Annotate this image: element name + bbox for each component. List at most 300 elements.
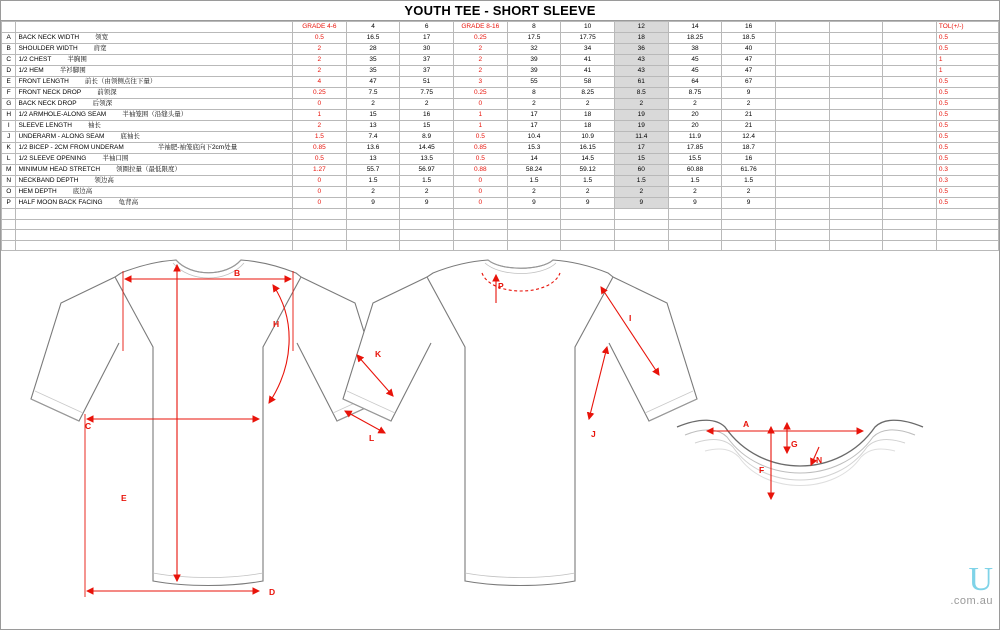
row-blank-1 bbox=[775, 66, 829, 77]
row-description bbox=[16, 55, 293, 66]
row-grade-4-6: 1 bbox=[293, 110, 347, 121]
row-size-14: 45 bbox=[668, 55, 722, 66]
row-blank-3 bbox=[883, 99, 937, 110]
row-size-12: 2 bbox=[614, 99, 668, 110]
row-grade-4-6: 2 bbox=[293, 66, 347, 77]
row-grade-8-16: 3 bbox=[454, 77, 508, 88]
row-size-6: 17 bbox=[400, 33, 454, 44]
row-size-10: 18 bbox=[561, 121, 615, 132]
row-code: H bbox=[2, 110, 16, 121]
table-row bbox=[2, 121, 999, 132]
row-size-8: 39 bbox=[507, 55, 561, 66]
row-blank-1 bbox=[775, 33, 829, 44]
row-description bbox=[16, 44, 293, 55]
empty-cell bbox=[883, 240, 937, 251]
row-description-en: 1/2 HEM bbox=[18, 67, 44, 74]
row-blank-2 bbox=[829, 121, 883, 132]
empty-cell bbox=[293, 240, 347, 251]
empty-cell bbox=[936, 219, 998, 230]
empty-cell bbox=[722, 209, 776, 220]
row-code: E bbox=[2, 77, 16, 88]
empty-cell bbox=[400, 209, 454, 220]
row-grade-4-6: 1.27 bbox=[293, 165, 347, 176]
row-size-8: 55 bbox=[507, 77, 561, 88]
row-size-16: 18.5 bbox=[722, 33, 776, 44]
row-size-8: 17.5 bbox=[507, 33, 561, 44]
row-blank-2 bbox=[829, 143, 883, 154]
row-tolerance: 1 bbox=[936, 66, 998, 77]
row-description-cn: 底边高 bbox=[72, 188, 93, 195]
row-size-10: 58 bbox=[561, 77, 615, 88]
row-size-8: 8 bbox=[507, 88, 561, 99]
empty-cell bbox=[293, 219, 347, 230]
row-size-14: 17.85 bbox=[668, 143, 722, 154]
row-size-4: 1.5 bbox=[346, 176, 400, 187]
row-description bbox=[16, 198, 293, 209]
row-size-4: 28 bbox=[346, 44, 400, 55]
row-description-en: UNDERARM - ALONG SEAM bbox=[18, 133, 105, 140]
neck-detail-drawing bbox=[677, 421, 923, 486]
row-size-4: 55.7 bbox=[346, 165, 400, 176]
empty-cell bbox=[346, 219, 400, 230]
row-description-cn: 半袖肥-袖笼底向下2cm处量 bbox=[157, 144, 238, 151]
label-A: A bbox=[743, 419, 750, 430]
row-grade-8-16: 1 bbox=[454, 110, 508, 121]
row-size-4: 2 bbox=[346, 99, 400, 110]
table-body bbox=[2, 22, 999, 251]
row-description-en: FRONT LENGTH bbox=[18, 78, 69, 85]
row-blank-1 bbox=[775, 187, 829, 198]
row-size-6: 13.5 bbox=[400, 154, 454, 165]
table-row bbox=[2, 88, 999, 99]
row-tolerance: 0.3 bbox=[936, 176, 998, 187]
row-description bbox=[16, 165, 293, 176]
row-size-12: 8.5 bbox=[614, 88, 668, 99]
row-size-10: 14.5 bbox=[561, 154, 615, 165]
empty-cell bbox=[16, 240, 293, 251]
row-grade-8-16: 1 bbox=[454, 121, 508, 132]
row-code: L bbox=[2, 154, 16, 165]
row-description bbox=[16, 77, 293, 88]
row-size-10: 59.12 bbox=[561, 165, 615, 176]
row-description-cn: 龟背高 bbox=[118, 199, 139, 206]
empty-cell bbox=[2, 219, 16, 230]
row-blank-1 bbox=[775, 99, 829, 110]
row-blank-3 bbox=[883, 55, 937, 66]
row-code: K bbox=[2, 143, 16, 154]
row-tolerance: 0.5 bbox=[936, 198, 998, 209]
empty-cell bbox=[16, 219, 293, 230]
row-size-8: 10.4 bbox=[507, 132, 561, 143]
page-title: YOUTH TEE - SHORT SLEEVE bbox=[404, 3, 596, 18]
row-size-8: 15.3 bbox=[507, 143, 561, 154]
empty-cell bbox=[400, 219, 454, 230]
row-size-16: 40 bbox=[722, 44, 776, 55]
row-blank-2 bbox=[829, 187, 883, 198]
empty-cell bbox=[722, 230, 776, 241]
row-size-8: 39 bbox=[507, 66, 561, 77]
row-blank-2 bbox=[829, 33, 883, 44]
row-description-cn: 半胸围 bbox=[67, 56, 87, 63]
row-grade-4-6: 0 bbox=[293, 176, 347, 187]
row-size-16: 9 bbox=[722, 198, 776, 209]
row-size-6: 56.97 bbox=[400, 165, 454, 176]
row-code: M bbox=[2, 165, 16, 176]
row-blank-3 bbox=[883, 198, 937, 209]
label-L: L bbox=[369, 433, 375, 444]
row-size-4: 35 bbox=[346, 55, 400, 66]
table-row bbox=[2, 99, 999, 110]
row-tolerance: 0.5 bbox=[936, 33, 998, 44]
row-blank-1 bbox=[775, 154, 829, 165]
row-size-10: 2 bbox=[561, 99, 615, 110]
row-size-14: 8.75 bbox=[668, 88, 722, 99]
row-size-12: 1.5 bbox=[614, 176, 668, 187]
row-code: N bbox=[2, 176, 16, 187]
row-code: F bbox=[2, 88, 16, 99]
row-description-en: HALF MOON BACK FACING bbox=[18, 199, 103, 206]
row-size-8: 2 bbox=[507, 99, 561, 110]
row-code: I bbox=[2, 121, 16, 132]
row-description-en: SHOULDER WIDTH bbox=[18, 45, 78, 52]
header-size-4: 4 bbox=[346, 22, 400, 33]
row-size-14: 64 bbox=[668, 77, 722, 88]
empty-cell bbox=[293, 230, 347, 241]
row-size-8: 9 bbox=[507, 198, 561, 209]
technical-illustration bbox=[1, 251, 999, 609]
row-grade-8-16: 0.5 bbox=[454, 132, 508, 143]
row-size-8: 2 bbox=[507, 187, 561, 198]
row-size-12: 17 bbox=[614, 143, 668, 154]
header-size-10: 10 bbox=[561, 22, 615, 33]
row-grade-4-6: 4 bbox=[293, 77, 347, 88]
row-blank-3 bbox=[883, 154, 937, 165]
row-size-14: 11.9 bbox=[668, 132, 722, 143]
row-size-4: 13 bbox=[346, 121, 400, 132]
row-size-4: 9 bbox=[346, 198, 400, 209]
row-size-16: 12.4 bbox=[722, 132, 776, 143]
row-grade-4-6: 2 bbox=[293, 44, 347, 55]
row-size-16: 61.76 bbox=[722, 165, 776, 176]
row-description-cn: 领边高 bbox=[94, 177, 114, 184]
empty-cell bbox=[16, 230, 293, 241]
row-size-16: 9 bbox=[722, 88, 776, 99]
row-size-4: 13.6 bbox=[346, 143, 400, 154]
row-grade-4-6: 2 bbox=[293, 55, 347, 66]
row-blank-1 bbox=[775, 110, 829, 121]
row-description-en: HEM DEPTH bbox=[18, 188, 57, 195]
row-size-12: 2 bbox=[614, 187, 668, 198]
row-description bbox=[16, 176, 293, 187]
row-blank-2 bbox=[829, 55, 883, 66]
row-blank-3 bbox=[883, 44, 937, 55]
row-description-cn: 袖长 bbox=[87, 122, 101, 129]
empty-cell bbox=[400, 230, 454, 241]
row-size-6: 2 bbox=[400, 99, 454, 110]
table-row bbox=[2, 154, 999, 165]
label-E: E bbox=[121, 493, 127, 504]
row-size-6: 8.9 bbox=[400, 132, 454, 143]
empty-cell bbox=[883, 219, 937, 230]
row-size-8: 32 bbox=[507, 44, 561, 55]
row-blank-2 bbox=[829, 77, 883, 88]
header-size-6: 6 bbox=[400, 22, 454, 33]
row-tolerance: 0.5 bbox=[936, 99, 998, 110]
label-J: J bbox=[591, 429, 596, 440]
row-blank-2 bbox=[829, 88, 883, 99]
row-grade-8-16: 2 bbox=[454, 55, 508, 66]
empty-cell bbox=[2, 209, 16, 220]
row-size-4: 13 bbox=[346, 154, 400, 165]
header-blank-3 bbox=[883, 22, 937, 33]
empty-cell bbox=[829, 240, 883, 251]
row-description-cn: 领宽 bbox=[95, 34, 109, 41]
empty-cell bbox=[454, 240, 508, 251]
label-I: I bbox=[629, 313, 632, 324]
row-description bbox=[16, 187, 293, 198]
empty-cell bbox=[722, 240, 776, 251]
header-desc bbox=[16, 22, 293, 33]
empty-cell bbox=[936, 230, 998, 241]
empty-cell bbox=[346, 209, 400, 220]
empty-cell bbox=[829, 230, 883, 241]
table-row bbox=[2, 132, 999, 143]
label-D: D bbox=[269, 587, 276, 598]
label-P: P bbox=[498, 281, 504, 292]
row-blank-2 bbox=[829, 154, 883, 165]
row-description bbox=[16, 99, 293, 110]
row-blank-3 bbox=[883, 77, 937, 88]
row-size-16: 47 bbox=[722, 66, 776, 77]
table-row bbox=[2, 143, 999, 154]
empty-cell bbox=[668, 209, 722, 220]
row-tolerance: 0.5 bbox=[936, 88, 998, 99]
row-grade-4-6: 0 bbox=[293, 99, 347, 110]
row-blank-1 bbox=[775, 121, 829, 132]
row-size-4: 47 bbox=[346, 77, 400, 88]
row-description-en: FRONT NECK DROP bbox=[18, 89, 82, 96]
row-tolerance: 0.5 bbox=[936, 44, 998, 55]
empty-cell bbox=[775, 240, 829, 251]
header-grade-8-16: GRADE 8-16 bbox=[454, 22, 508, 33]
row-size-14: 2 bbox=[668, 187, 722, 198]
row-size-6: 14.45 bbox=[400, 143, 454, 154]
row-size-14: 20 bbox=[668, 121, 722, 132]
row-description bbox=[16, 143, 293, 154]
row-description-cn: 底袖长 bbox=[120, 133, 140, 140]
empty-cell bbox=[722, 219, 776, 230]
logo-mark: U bbox=[968, 561, 993, 599]
row-size-12: 43 bbox=[614, 55, 668, 66]
row-size-10: 2 bbox=[561, 187, 615, 198]
row-size-16: 67 bbox=[722, 77, 776, 88]
empty-cell bbox=[936, 240, 998, 251]
empty-cell bbox=[775, 209, 829, 220]
empty-cell bbox=[346, 240, 400, 251]
empty-cell bbox=[454, 209, 508, 220]
row-size-6: 7.75 bbox=[400, 88, 454, 99]
row-grade-8-16: 0.88 bbox=[454, 165, 508, 176]
table-row-empty bbox=[2, 209, 999, 220]
empty-cell bbox=[561, 209, 615, 220]
row-grade-8-16: 0 bbox=[454, 198, 508, 209]
row-grade-8-16: 0 bbox=[454, 176, 508, 187]
row-size-14: 38 bbox=[668, 44, 722, 55]
row-grade-4-6: 2 bbox=[293, 121, 347, 132]
row-blank-2 bbox=[829, 132, 883, 143]
row-size-6: 30 bbox=[400, 44, 454, 55]
header-grade-4-6: GRADE 4-6 bbox=[293, 22, 347, 33]
row-grade-8-16: 0.25 bbox=[454, 88, 508, 99]
row-grade-8-16: 0 bbox=[454, 187, 508, 198]
empty-cell bbox=[829, 209, 883, 220]
row-blank-3 bbox=[883, 165, 937, 176]
row-description-cn: 前长（由领侧点往下量） bbox=[84, 78, 157, 85]
row-description bbox=[16, 121, 293, 132]
row-tolerance: 0.5 bbox=[936, 154, 998, 165]
row-size-6: 2 bbox=[400, 187, 454, 198]
row-grade-4-6: 0 bbox=[293, 187, 347, 198]
row-size-4: 16.5 bbox=[346, 33, 400, 44]
row-blank-3 bbox=[883, 176, 937, 187]
title-left-spacer bbox=[1, 1, 441, 20]
empty-cell bbox=[507, 230, 561, 241]
row-size-12: 36 bbox=[614, 44, 668, 55]
header-size-16: 16 bbox=[722, 22, 776, 33]
row-blank-3 bbox=[883, 88, 937, 99]
back-tee-drawing bbox=[343, 260, 697, 586]
empty-cell bbox=[775, 230, 829, 241]
row-grade-4-6: 0.85 bbox=[293, 143, 347, 154]
row-size-16: 1.5 bbox=[722, 176, 776, 187]
label-H: H bbox=[273, 319, 280, 330]
row-grade-4-6: 0 bbox=[293, 198, 347, 209]
row-grade-8-16: 0.25 bbox=[454, 33, 508, 44]
row-grade-4-6: 0.5 bbox=[293, 154, 347, 165]
row-size-14: 2 bbox=[668, 99, 722, 110]
empty-cell bbox=[561, 240, 615, 251]
row-size-8: 1.5 bbox=[507, 176, 561, 187]
empty-cell bbox=[400, 240, 454, 251]
row-blank-2 bbox=[829, 66, 883, 77]
empty-cell bbox=[829, 219, 883, 230]
row-size-8: 14 bbox=[507, 154, 561, 165]
row-size-6: 1.5 bbox=[400, 176, 454, 187]
row-blank-1 bbox=[775, 132, 829, 143]
row-size-14: 45 bbox=[668, 66, 722, 77]
row-tolerance: 0.3 bbox=[936, 165, 998, 176]
row-size-14: 1.5 bbox=[668, 176, 722, 187]
row-blank-3 bbox=[883, 132, 937, 143]
row-size-16: 47 bbox=[722, 55, 776, 66]
row-size-16: 21 bbox=[722, 121, 776, 132]
row-blank-1 bbox=[775, 143, 829, 154]
row-size-8: 58.24 bbox=[507, 165, 561, 176]
row-size-10: 8.25 bbox=[561, 88, 615, 99]
row-size-6: 51 bbox=[400, 77, 454, 88]
row-size-6: 37 bbox=[400, 55, 454, 66]
header-size-14: 14 bbox=[668, 22, 722, 33]
label-G: G bbox=[791, 439, 798, 450]
row-blank-1 bbox=[775, 176, 829, 187]
row-description bbox=[16, 110, 293, 121]
row-size-12: 15 bbox=[614, 154, 668, 165]
row-size-10: 18 bbox=[561, 110, 615, 121]
row-blank-2 bbox=[829, 44, 883, 55]
row-size-10: 1.5 bbox=[561, 176, 615, 187]
header-size-8: 8 bbox=[507, 22, 561, 33]
row-blank-1 bbox=[775, 55, 829, 66]
row-description-en: SLEEVE LENGTH bbox=[18, 122, 72, 129]
row-blank-1 bbox=[775, 44, 829, 55]
row-blank-3 bbox=[883, 110, 937, 121]
row-grade-8-16: 0.85 bbox=[454, 143, 508, 154]
empty-cell bbox=[614, 209, 668, 220]
table-row bbox=[2, 187, 999, 198]
brand-logo bbox=[950, 561, 993, 608]
table-row bbox=[2, 77, 999, 88]
row-size-10: 41 bbox=[561, 66, 615, 77]
row-size-10: 17.75 bbox=[561, 33, 615, 44]
table-row-empty bbox=[2, 219, 999, 230]
empty-cell bbox=[668, 230, 722, 241]
empty-cell bbox=[614, 240, 668, 251]
row-tolerance: 0.5 bbox=[936, 143, 998, 154]
row-size-12: 19 bbox=[614, 121, 668, 132]
table-header-row bbox=[2, 22, 999, 33]
row-size-12: 61 bbox=[614, 77, 668, 88]
empty-cell bbox=[668, 240, 722, 251]
row-size-6: 9 bbox=[400, 198, 454, 209]
row-size-12: 18 bbox=[614, 33, 668, 44]
table-row bbox=[2, 165, 999, 176]
row-tolerance: 0.5 bbox=[936, 187, 998, 198]
header-tolerance: TOL(+/-) bbox=[936, 22, 998, 33]
row-description-cn: 半袖口围 bbox=[102, 155, 129, 162]
header-code bbox=[2, 22, 16, 33]
row-size-4: 7.5 bbox=[346, 88, 400, 99]
row-size-4: 7.4 bbox=[346, 132, 400, 143]
empty-cell bbox=[2, 230, 16, 241]
row-description-en: 1/2 BICEP - 2CM FROM UNDERAM bbox=[18, 144, 124, 151]
row-blank-2 bbox=[829, 165, 883, 176]
row-size-10: 34 bbox=[561, 44, 615, 55]
row-size-16: 2 bbox=[722, 187, 776, 198]
row-blank-2 bbox=[829, 110, 883, 121]
row-size-6: 16 bbox=[400, 110, 454, 121]
row-size-16: 2 bbox=[722, 99, 776, 110]
empty-cell bbox=[454, 219, 508, 230]
row-description-en: MINIMUM HEAD STRETCH bbox=[18, 166, 101, 173]
empty-cell bbox=[614, 230, 668, 241]
empty-cell bbox=[507, 209, 561, 220]
row-size-14: 20 bbox=[668, 110, 722, 121]
logo-domain: .com.au bbox=[950, 595, 993, 608]
empty-cell bbox=[668, 219, 722, 230]
row-size-8: 17 bbox=[507, 110, 561, 121]
row-size-12: 19 bbox=[614, 110, 668, 121]
row-tolerance: 0.5 bbox=[936, 77, 998, 88]
row-description-en: 1/2 CHEST bbox=[18, 56, 52, 63]
empty-cell bbox=[936, 209, 998, 220]
row-size-14: 9 bbox=[668, 198, 722, 209]
label-N: N bbox=[816, 455, 823, 466]
row-grade-8-16: 2 bbox=[454, 66, 508, 77]
row-code: P bbox=[2, 198, 16, 209]
row-tolerance: 0.5 bbox=[936, 121, 998, 132]
row-size-10: 10.9 bbox=[561, 132, 615, 143]
empty-cell bbox=[561, 230, 615, 241]
